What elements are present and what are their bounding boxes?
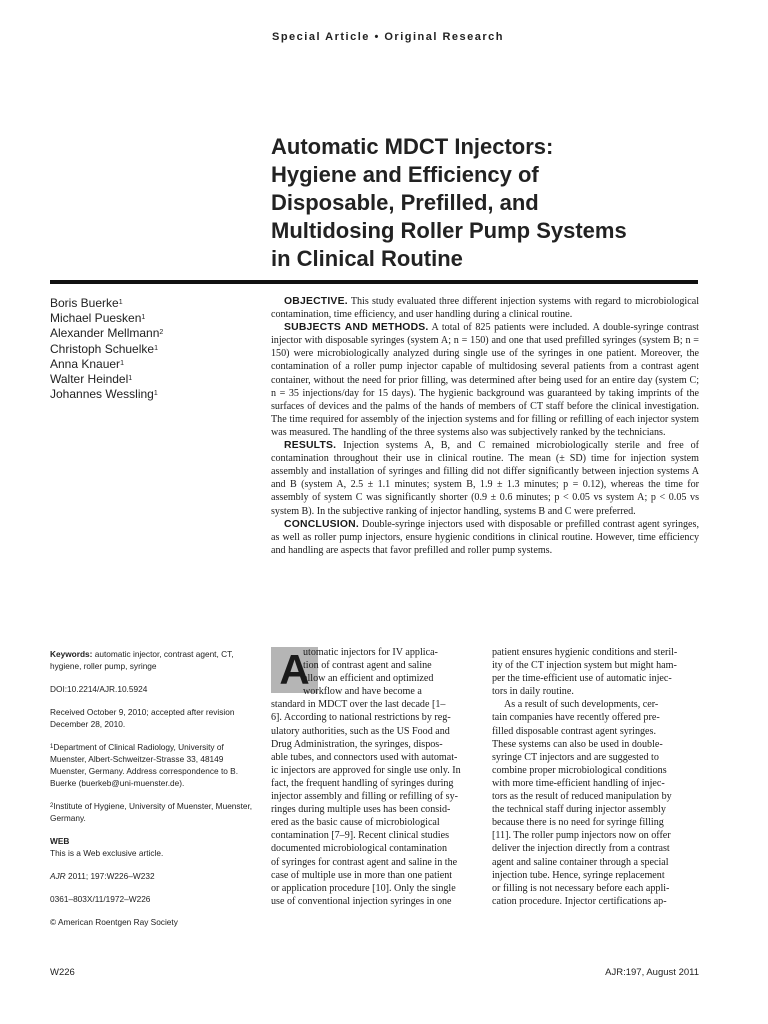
text-line: per the time-efficient use of automatic injec- xyxy=(492,673,672,685)
text-line: syringe CT injectors and are suggested to xyxy=(492,751,659,763)
text-line: As a result of such developments, cer- xyxy=(504,699,659,711)
citation: AJR 2011; 197:W226–W232 xyxy=(50,871,155,881)
text-line: deliver the injection directly from a contrast xyxy=(492,843,670,855)
abstract-heading: RESULTS. xyxy=(284,440,337,452)
abstract-results: RESULTS. Injection systems A, B, and C remained microbiologically sterile and free of contamination throughout their use in clinical routine. The mean (± SD) time for injection system assembly and installation of syringes and filling did not differ significantly between injection systems A and B (system A, 2.5 ± 1.1 minutes; system B, 1.9 ± 1.3 minutes; p = 0.12), whereas the time for assembly of system C was significantly shorter (0.9 ± 0.6 minutes; p < 0.05 vs system A; p < 0.05 vs system B). In the subjective ranking of injector handling, systems B and C were preferred. xyxy=(271,440,699,517)
text-line: filled disposable contrast agent syringes. xyxy=(492,725,656,737)
text-line: with more time-efficient handling of injec- xyxy=(492,777,665,789)
text-line: patient ensures hygienic conditions and steril- xyxy=(492,647,678,658)
text-line: tain companies have recently offered pre- xyxy=(492,712,660,724)
abstract-heading: SUBJECTS AND METHODS. xyxy=(284,322,429,334)
abstract-objective: OBJECTIVE. This study evaluated three different injection systems with regard to microbiological contamination, time efficiency, and user handling during a clinical routine. xyxy=(271,296,699,321)
journal-issue: AJR:197, August 2011 xyxy=(605,967,699,978)
text-line: injection tube. Hence, syringe replacement xyxy=(492,869,665,881)
article-sidebar xyxy=(50,648,255,939)
text-line: agent and saline container through a special xyxy=(492,856,669,868)
text-line: combine proper microbiological conditions xyxy=(492,764,667,776)
title-line: Hygiene and Efficiency of xyxy=(271,162,539,187)
text-line: ity of the CT injection system but might ham- xyxy=(492,660,677,672)
text-line: fact, the frequent handling of syringes during xyxy=(271,777,454,789)
text-line: tion of contrast agent and saline xyxy=(303,660,432,672)
affiliation-1: $^1$Department of Clinical Radiology, University of Muenster, Albert-Schweitzer-Strasse 33, 48149 Muenster, Germany. Address correspondence to B. Buerke (buerkeb@uni-muenster.de). xyxy=(50,742,239,788)
text-line: case of multiple use in more than one patient xyxy=(271,869,453,881)
text-line: cation procedure. Injector certifications ap- xyxy=(492,895,667,907)
text-line: utomatic injectors for IV applica- xyxy=(303,647,438,658)
body-column-2 xyxy=(492,646,699,908)
text-line: 6]. According to national restrictions by reg- xyxy=(271,712,451,724)
author: Alexander Mellmann$^2$ xyxy=(50,326,164,341)
author: Anna Knauer$^1$ xyxy=(50,356,124,371)
drop-cap: A xyxy=(271,647,318,693)
abstract-heading: CONCLUSION. xyxy=(284,518,359,530)
title-line: Multidosing Roller Pump Systems xyxy=(271,218,627,243)
text-line: or application procedure [10]. Only the single xyxy=(271,882,456,894)
page-number: W226 xyxy=(50,967,75,978)
article-title xyxy=(271,133,731,273)
text-line: tors as the result of reduced manipulation by xyxy=(492,791,672,803)
text-line: of syringes for contrast agent and saline in the xyxy=(271,856,458,868)
text-line: These systems can also be used in double- xyxy=(492,738,663,750)
text-line: injector assembly and filling or refilling of sy- xyxy=(271,791,458,803)
text-line: able tubes, and connectors used with automat- xyxy=(271,751,458,763)
affiliation-2: $^2$Institute of Hygiene, University of Muenster, Muenster, Germany. xyxy=(50,801,253,823)
text-line: because there is no need for syringe filling xyxy=(492,817,664,829)
author: Johannes Wessling$^1$ xyxy=(50,387,158,402)
text-line: use of conventional injection syringes in one xyxy=(271,895,452,907)
title-line: Automatic MDCT Injectors: xyxy=(271,134,554,159)
doi: DOI:10.2214/AJR.10.5924 xyxy=(50,684,148,694)
text-line: ulatory authorities, such as the US Food and xyxy=(271,725,450,737)
author: Michael Puesken$^1$ xyxy=(50,311,146,326)
keywords: Keywords: automatic injector, contrast agent, CT, hygiene, roller pump, syringe xyxy=(50,649,234,671)
text-line: workflow and have become a xyxy=(303,686,422,698)
abstract-conclusion: CONCLUSION. Double-syringe injectors used with disposable or prefilled contrast agent syringes, as well as roller pump injectors, ensure hygienic conditions in clinical routine. However, time efficiency and handling are aspects that favor prefilled and roller pump systems. xyxy=(271,518,699,556)
text-line: tors in daily routine. xyxy=(492,686,574,698)
body-column-1 xyxy=(271,646,477,908)
author-list xyxy=(50,296,250,402)
author: Christoph Schuelke$^1$ xyxy=(50,341,158,356)
text-line: the technical staff during injector assembly xyxy=(492,804,666,816)
abstract-heading: OBJECTIVE. xyxy=(284,296,348,307)
text-line: ered as the basic cause of microbiological xyxy=(271,817,440,829)
copyright: © American Roentgen Ray Society xyxy=(50,917,178,927)
title-line: Disposable, Prefilled, and xyxy=(271,190,539,215)
abstract-methods: SUBJECTS AND METHODS. A total of 825 patients were included. A double-syringe contrast injector with disposable syringes (system A; n = 150) and one that used prefilled syringes (system B; n = 150) were microbiologically analyzed during single use of the syringes in one patient. Moreover, the contamination of a roller pump injector capable of multidosing several patients from a contrast agent container, without the need for prior filling, was determined after being used for an entire day (system C; n = 35 injections/day for 15 days). The hygienic background was guaranteed by taking imprints of the surfaces of devices and the palms of the hands of members of CT staff before the clinical investigation. The time required for assembly of the injection systems and for filling or refilling of each injector system was measured. The handling of the three systems also was subjectively ranked by the technicians. xyxy=(271,322,699,438)
text-line: [11]. The roller pump injectors now on offer xyxy=(492,830,671,842)
text-line: or filling is not necessary before each appli- xyxy=(492,882,670,894)
author: Walter Heindel$^1$ xyxy=(50,372,133,387)
web-note: WEB This is a Web exclusive article. xyxy=(50,836,164,858)
title-line: in Clinical Routine xyxy=(271,246,463,271)
text-line: ringes during multiple uses has been consid- xyxy=(271,804,451,816)
text-line: contamination [7–9]. Recent clinical studies xyxy=(271,830,449,842)
text-line: documented microbiological contamination xyxy=(271,843,448,855)
text-line: Drug Administration, the syringes, dispos- xyxy=(271,738,443,750)
text-line: allow an efficient and optimized xyxy=(303,673,434,685)
author: Boris Buerke$^1$ xyxy=(50,296,123,310)
received-dates: Received October 9, 2010; accepted after revision December 28, 2010. xyxy=(50,707,235,729)
section-header: Special Article • Original Research xyxy=(272,31,505,43)
abstract xyxy=(271,295,699,557)
text-line: ic injectors are approved for single use only. In xyxy=(271,764,461,776)
title-divider xyxy=(50,280,698,284)
text-line: standard in MDCT over the last decade [1– xyxy=(271,699,446,711)
issn: 0361–803X/11/1972–W226 xyxy=(50,894,151,904)
